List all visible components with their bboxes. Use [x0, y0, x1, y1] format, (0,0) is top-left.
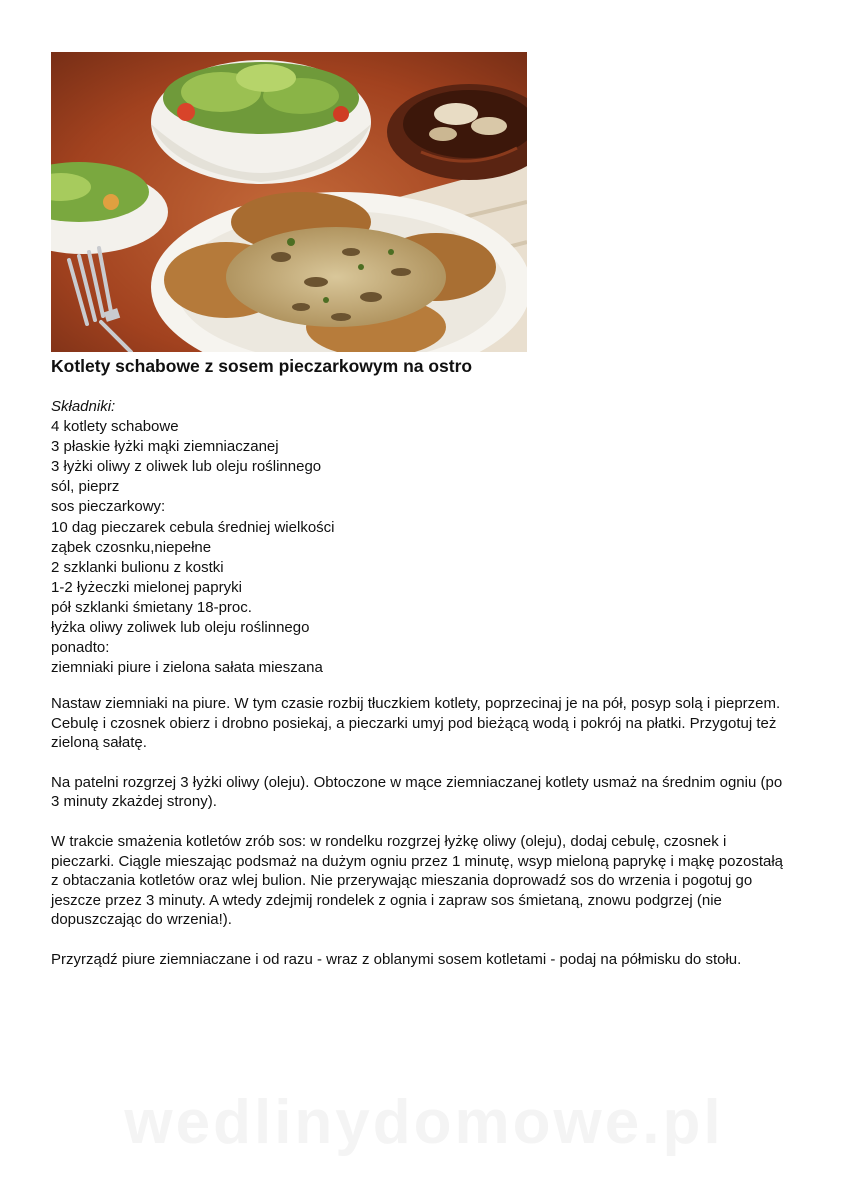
ingredients-list: [51, 417, 335, 678]
step-paragraph: Przyrządź piure ziemniaczane i od razu - wraz z oblanymi sosem kotletami - podaj na półmisku do stołu.: [51, 950, 742, 968]
ingredient-item: sól, pieprz: [51, 478, 120, 496]
ingredient-item: ząbek czosnku,niepełne: [51, 538, 212, 556]
ingredient-item: 3 płaskie łyżki mąki ziemniaczanej: [51, 438, 279, 456]
ingredient-item: 10 dag pieczarek cebula średniej wielkości: [51, 518, 335, 536]
step-paragraph: Nastaw ziemniaki na piure. W tym czasie rozbij tłuczkiem kotlety, poprzecinaj je na pół, posyp solą i pieprzem. Cebulę i czosnek obierz i drobno posiekaj, a pieczarki umyj pod bieżącą wodą i pokrój na płatki. Przygotuj też zieloną sałatę.: [51, 695, 781, 752]
preparation-steps: [51, 694, 791, 990]
recipe-title: Kotlety schabowe z sosem pieczarkowym na ostro: [51, 356, 473, 376]
ingredient-item: 2 szklanki bulionu z kostki: [51, 558, 224, 576]
ingredient-item: ziemniaki piure i zielona sałata mieszana: [51, 659, 323, 677]
ingredients-label: Składniki:: [51, 398, 116, 415]
ingredients-section: [51, 397, 335, 678]
ingredient-item: 4 kotlety schabowe: [51, 418, 179, 436]
ingredient-item: sos pieczarkowy:: [51, 498, 166, 516]
ingredient-item: 1-2 łyżeczki mielonej papryki: [51, 578, 242, 596]
ingredient-item: pół szklanki śmietany 18-proc.: [51, 598, 252, 616]
recipe-photo: [51, 52, 527, 352]
ingredient-item: ponadto:: [51, 639, 110, 657]
ingredient-item: łyżka oliwy zoliwek lub oleju roślinnego: [51, 619, 310, 637]
step-paragraph: W trakcie smażenia kotletów zrób sos: w rondelku rozgrzej łyżkę oliwy (oleju), dodaj cebulę, czosnek i pieczarki. Ciągle mieszając podsmaż na dużym ogniu przez 1 minutę, wsyp mieloną paprykę i mąkę pozostałą z obtaczania kotletów oraz wlej bulion. Nie przerywając mieszania doprowadź sos do wrzenia i pogotuj go jeszcze przez 3 minuty. A wtedy zdejmij rondelek z ognia i zapraw sos śmietaną, znowu podgrzej (nie dopuszczając do wrzenia!).: [51, 832, 784, 929]
ingredient-item: 3 łyżki oliwy z oliwek lub oleju roślinnego: [51, 458, 322, 476]
watermark: wedlinydomowe.pl: [124, 1088, 724, 1157]
step-paragraph: Na patelni rozgrzej 3 łyżki oliwy (oleju). Obtoczone w mące ziemniaczanej kotlety usmaż na średnim ogniu (po 3 minuty zkażdej strony).: [51, 773, 783, 811]
